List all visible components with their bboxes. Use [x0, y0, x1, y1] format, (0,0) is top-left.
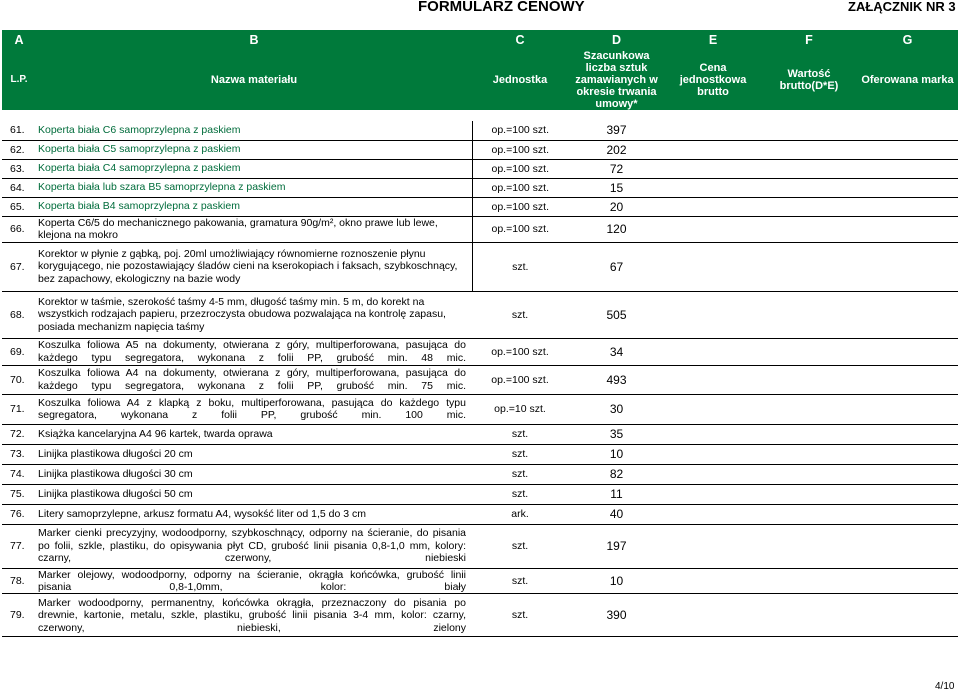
value-cell [761, 504, 857, 524]
table-row [2, 121, 958, 140]
table-row [2, 140, 958, 159]
material-name: Koperta biała C4 samoprzylepna z paskiem [36, 159, 472, 178]
unit-cell: szt. [472, 291, 568, 338]
row-number: 79. [2, 594, 36, 637]
row-number: 62. [2, 140, 36, 159]
material-name: Koperta biała C6 samoprzylepna z paskiem [36, 121, 472, 140]
row-number: 61. [2, 121, 36, 140]
unit-cell: op.=100 szt. [472, 140, 568, 159]
col-letter-a: A [2, 30, 36, 50]
col-header-quantity: Szacunkowa liczba sztuk zamawianych w okresie trwania umowy* [568, 50, 665, 111]
row-number: 63. [2, 159, 36, 178]
table-row [2, 242, 958, 291]
table-row [2, 504, 958, 524]
unit-cell: op.=100 szt. [472, 178, 568, 197]
table-row [2, 178, 958, 197]
col-header-unit: Jednostka [472, 50, 568, 111]
quantity-cell: 30 [568, 394, 665, 424]
value-cell [761, 121, 857, 140]
unit-cell: szt. [472, 594, 568, 637]
quantity-cell: 35 [568, 424, 665, 444]
table-row [2, 365, 958, 394]
material-name: Korektor w taśmie, szerokość taśmy 4-5 mm, długość taśmy min. 5 m, do korekt na wszystkich rodzajach papieru, przezroczysta obudowa pozwalająca na kontrolę zapasu, posiada mechanizm napięcia taśmy [36, 291, 472, 338]
row-number: 78. [2, 568, 36, 594]
table-row [2, 464, 958, 484]
value-cell [761, 140, 857, 159]
value-cell [761, 159, 857, 178]
quantity-cell: 40 [568, 504, 665, 524]
brand-cell [857, 338, 958, 365]
value-cell [761, 424, 857, 444]
table-row [2, 444, 958, 464]
col-letter-e: E [665, 30, 761, 50]
material-name: Marker olejowy, wodoodporny, odporny na ścieranie, okrągła końcówka, grubość linii pisania 0,8-1,0mm, kolor: biały [36, 568, 472, 594]
col-letter-c: C [472, 30, 568, 50]
table-row [2, 594, 958, 637]
table-row [2, 216, 958, 242]
brand-cell [857, 178, 958, 197]
brand-cell [857, 504, 958, 524]
quantity-cell: 15 [568, 178, 665, 197]
unit-price-cell [665, 424, 761, 444]
unit-price-cell [665, 444, 761, 464]
unit-cell: op.=100 szt. [472, 338, 568, 365]
brand-cell [857, 464, 958, 484]
value-cell [761, 242, 857, 291]
quantity-cell: 397 [568, 121, 665, 140]
table-row [2, 484, 958, 504]
row-number: 72. [2, 424, 36, 444]
value-cell [761, 365, 857, 394]
material-name: Koperta biała B4 samoprzylepna z paskiem [36, 197, 472, 216]
row-number: 74. [2, 464, 36, 484]
row-number: 71. [2, 394, 36, 424]
material-name: Linijka plastikowa długości 20 cm [36, 444, 472, 464]
brand-cell [857, 394, 958, 424]
row-number: 68. [2, 291, 36, 338]
page-number: 4/10 [935, 681, 955, 692]
value-cell [761, 524, 857, 568]
brand-cell [857, 159, 958, 178]
unit-cell: szt. [472, 464, 568, 484]
quantity-cell: 493 [568, 365, 665, 394]
quantity-cell: 11 [568, 484, 665, 504]
table-row [2, 394, 958, 424]
row-number: 75. [2, 484, 36, 504]
unit-price-cell [665, 365, 761, 394]
unit-price-cell [665, 338, 761, 365]
quantity-cell: 10 [568, 568, 665, 594]
brand-cell [857, 594, 958, 637]
material-name: Linijka plastikowa długości 50 cm [36, 484, 472, 504]
brand-cell [857, 424, 958, 444]
unit-cell: op.=100 szt. [472, 121, 568, 140]
table-row [2, 568, 958, 594]
unit-price-cell [665, 524, 761, 568]
unit-price-cell [665, 159, 761, 178]
unit-price-cell [665, 394, 761, 424]
brand-cell [857, 197, 958, 216]
value-cell [761, 444, 857, 464]
material-name: Koszulka foliowa A4 z klapką z boku, multiperforowana, pasująca do każdego typu segregatora, wykonana z folii PP, grubość min. 100 mic. [36, 394, 472, 424]
unit-price-cell [665, 197, 761, 216]
brand-cell [857, 216, 958, 242]
brand-cell [857, 121, 958, 140]
row-number: 67. [2, 242, 36, 291]
unit-cell: ark. [472, 504, 568, 524]
unit-price-cell [665, 484, 761, 504]
material-name: Marker cienki precyzyjny, wodoodporny, szybkoschnący, odporny na ścieranie, do pisania po folii, szkle, plastiku, do opisywania płyt CD, grubość linii pisania 0,8-1,0 mm, kolory: czarny, czerwony, niebieski [36, 524, 472, 568]
unit-cell: szt. [472, 568, 568, 594]
row-number: 76. [2, 504, 36, 524]
quantity-cell: 34 [568, 338, 665, 365]
material-name: Koszulka foliowa A5 na dokumenty, otwierana z góry, multiperforowana, pasująca do każdego typu segregatora, wykonana z folii PP, grubość min. 48 mic. [36, 338, 472, 365]
col-header-value: Wartość brutto(D*E) [761, 50, 857, 111]
unit-cell: szt. [472, 242, 568, 291]
column-letters-row [2, 30, 958, 50]
annex-label: ZAŁĄCZNIK NR 3 [848, 0, 956, 14]
header-spacer [2, 111, 958, 122]
col-letter-b: B [36, 30, 472, 50]
col-header-lp: L.P. [2, 50, 36, 111]
price-table [2, 30, 958, 637]
material-name: Linijka plastikowa długości 30 cm [36, 464, 472, 484]
col-header-name: Nazwa materiału [36, 50, 472, 111]
material-name: Koszulka foliowa A4 na dokumenty, otwierana z góry, multiperforowana, pasująca do każdego typu segregatora, wykonana z folii PP, grubość min. 75 mic. [36, 365, 472, 394]
value-cell [761, 178, 857, 197]
unit-cell: szt. [472, 524, 568, 568]
unit-price-cell [665, 242, 761, 291]
brand-cell [857, 291, 958, 338]
unit-price-cell [665, 504, 761, 524]
unit-price-cell [665, 291, 761, 338]
row-number: 77. [2, 524, 36, 568]
value-cell [761, 394, 857, 424]
table-row [2, 338, 958, 365]
column-names-row [2, 50, 958, 111]
row-number: 69. [2, 338, 36, 365]
row-number: 64. [2, 178, 36, 197]
table-row [2, 291, 958, 338]
material-name: Koperta biała C5 samoprzylepna z paskiem [36, 140, 472, 159]
row-number: 65. [2, 197, 36, 216]
material-name: Marker wodoodporny, permanentny, końcówka okrągła, przeznaczony do pisania po drewnie, kartonie, metalu, szkle, plastiku, grubość linii pisania 3-4 mm, kolor: czarny, czerwony, niebieski, zielony [36, 594, 472, 637]
quantity-cell: 20 [568, 197, 665, 216]
quantity-cell: 202 [568, 140, 665, 159]
quantity-cell: 72 [568, 159, 665, 178]
value-cell [761, 594, 857, 637]
unit-cell: szt. [472, 444, 568, 464]
value-cell [761, 464, 857, 484]
quantity-cell: 390 [568, 594, 665, 637]
brand-cell [857, 568, 958, 594]
quantity-cell: 82 [568, 464, 665, 484]
col-letter-f: F [761, 30, 857, 50]
value-cell [761, 568, 857, 594]
value-cell [761, 291, 857, 338]
brand-cell [857, 140, 958, 159]
quantity-cell: 505 [568, 291, 665, 338]
row-number: 70. [2, 365, 36, 394]
material-name: Koperta C6/5 do mechanicznego pakowania, gramatura 90g/m², okno prawe lub lewe, klejona na mokro [36, 216, 472, 242]
material-name: Korektor w płynie z gąbką, poj. 20ml umożliwiający równomierne roznoszenie płynu korygującego, nie pozostawiający śladów cieni na kserokopiach i faksach, szybkoschnący, bez zapachowy, ekologiczny na bazie wody [36, 242, 472, 291]
material-name: Koperta biała lub szara B5 samoprzylepna z paskiem [36, 178, 472, 197]
value-cell [761, 338, 857, 365]
value-cell [761, 484, 857, 504]
unit-price-cell [665, 464, 761, 484]
unit-cell: op.=100 szt. [472, 365, 568, 394]
quantity-cell: 67 [568, 242, 665, 291]
row-number: 73. [2, 444, 36, 464]
unit-cell: szt. [472, 424, 568, 444]
col-letter-g: G [857, 30, 958, 50]
value-cell [761, 216, 857, 242]
table-row [2, 197, 958, 216]
unit-price-cell [665, 568, 761, 594]
page-title: FORMULARZ CENOWY [418, 0, 585, 15]
material-name: Litery samoprzylepne, arkusz formatu A4, wysokść liter od 1,5 do 3 cm [36, 504, 472, 524]
brand-cell [857, 484, 958, 504]
unit-price-cell [665, 121, 761, 140]
unit-cell: op.=100 szt. [472, 197, 568, 216]
value-cell [761, 197, 857, 216]
table-row [2, 424, 958, 444]
row-number: 66. [2, 216, 36, 242]
quantity-cell: 10 [568, 444, 665, 464]
material-name: Książka kancelaryjna A4 96 kartek, twarda oprawa [36, 424, 472, 444]
unit-price-cell [665, 140, 761, 159]
brand-cell [857, 242, 958, 291]
unit-price-cell [665, 594, 761, 637]
unit-cell: op.=10 szt. [472, 394, 568, 424]
brand-cell [857, 365, 958, 394]
quantity-cell: 197 [568, 524, 665, 568]
unit-cell: op.=100 szt. [472, 216, 568, 242]
col-header-brand: Oferowana marka [857, 50, 958, 111]
unit-cell: szt. [472, 484, 568, 504]
unit-price-cell [665, 178, 761, 197]
brand-cell [857, 524, 958, 568]
table-row [2, 524, 958, 568]
brand-cell [857, 444, 958, 464]
col-header-unit-price: Cena jednostkowa brutto [665, 50, 761, 111]
unit-price-cell [665, 216, 761, 242]
col-letter-d: D [568, 30, 665, 50]
unit-cell: op.=100 szt. [472, 159, 568, 178]
quantity-cell: 120 [568, 216, 665, 242]
table-row [2, 159, 958, 178]
